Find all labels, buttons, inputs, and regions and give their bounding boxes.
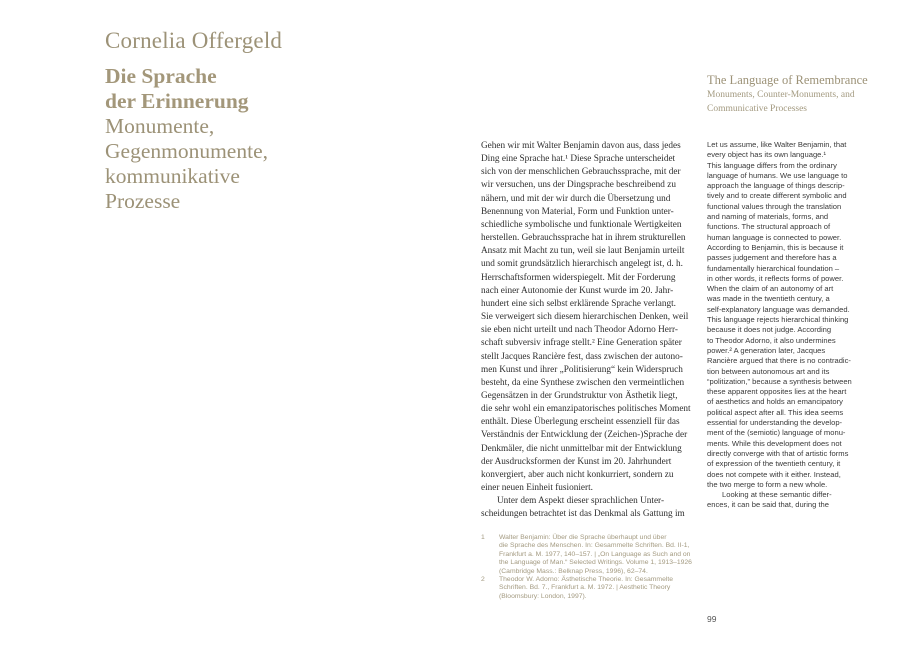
title-en-subtitle: Monuments, Counter-Monuments, and Communicative Processes <box>707 89 855 114</box>
title-en <box>707 74 877 116</box>
subtitle-de-line: kommunikative <box>105 164 240 188</box>
footnote-number: 1 <box>481 534 485 541</box>
title-de-line: Die Sprache <box>105 64 217 88</box>
german-paragraph: Unter dem Aspekt dieser sprachlichen Unter- scheidungen betrachtet ist das Denkmal als Gattung im <box>481 496 685 520</box>
author-name: Cornelia Offergeld <box>105 28 283 53</box>
footnotes <box>481 534 696 601</box>
title-de <box>105 64 405 114</box>
title-block-de <box>105 64 405 214</box>
footnote <box>481 576 696 601</box>
subtitle-de-line: Prozesse <box>105 189 181 213</box>
subtitle-de-line: Gegenmonumente, <box>105 139 268 163</box>
english-paragraph: Looking at these semantic differ- ences, it can be said that, during the <box>707 490 832 510</box>
german-text-column <box>481 140 694 522</box>
footnote <box>481 534 696 576</box>
footnote-number: 2 <box>481 576 485 584</box>
english-paragraph: Let us assume, like Walter Benjamin, that every object has its own language.¹ This language differs from the ordinary language of humans. We use language to approach the language of things descrip- tively and to create different symbolic and functional values through the translation and naming of materials, forms, and functions. The structural approach of human language is connected to power. According to Benjamin, this is because it passes judgement and therefore has a fundamentally hierarchical foundation – in other words, it reflects forms of power. When the claim of an autonomy of art was made in the twentieth century, a self-explanatory language was demanded. This language rejects hierarchical thinking because it does not judge. According to Theodor Adorno, it also undermines power.² A generation later, Jacques Rancière argued that there is no contradic- tion between autonomous art and its “politization,” because a synthesis between these apparent opposites lies at the heart of aesthetics and holds an emancipatory political aspect after all. This idea seems essential for understanding the develop- ment of the (semiotic) language of monu- ments. While this development does not directly converge with that of artistic forms of expression of the twentieth century, it does not compete with it either. Instead, the two merge to form a new whole. <box>707 140 852 489</box>
footnote-text: Theodor W. Adorno: Ästhetische Theorie. In: Gesammelte Schriften. Bd. 7., Frankfurt a. M. 1972. | Aesthetic Theory (Bloomsbury: London, 1997). <box>499 576 674 600</box>
title-de-line: der Erinnerung <box>105 89 249 113</box>
subtitle-de-line: Monumente, <box>105 114 215 138</box>
footnote-text: Walter Benjamin: Über die Sprache überhaupt und über die Sprache des Menschen. In: Gesammelte Schriften. Bd. II-1, Frankfurt a. M. 1977, 140–157. | „On Language as Such and on the Language of Man.“ Selected Writings. Volume 1, 1913–1926 (Cambridge Mass.: Belknap Press, 1996), 62–74. <box>499 534 692 575</box>
title-en-main: The Language of Remembrance <box>707 73 868 87</box>
subtitle-de <box>105 114 405 214</box>
english-text-column <box>707 140 887 511</box>
german-paragraph: Gehen wir mit Walter Benjamin davon aus, dass jedes Ding eine Sprache hat.¹ Diese Sprache unterscheidet sich von der menschlichen Gebrauchssprache, mit der wir versuchen, uns der Dingsprache beschreibend zu nähern, und mit der wir durch die Übersetzung und Benennung von Material, Form und Funktion unter- schiedliche symbolische und funktionale Wertigkeiten herstellen. Gebrauchssprache hat in ihrem strukturellen Ansatz mit Macht zu tun, weil sie laut Benjamin urteilt und somit grundsätzlich hierarchisch angelegt ist, d. h. Herrschaftsformen widerspiegelt. Mit der Forderung nach einer Autonomie der Kunst wurde im 20. Jahr- hundert eine sich selbst erklärende Sprache verlangt. Sie verweigert sich diesem hierarchischen Denken, weil sie eben nicht urteilt und nach Theodor Adorno Herr- schaft subversiv infrage stellt.² Eine Generation später stellt Jacques Rancière fest, dass zwischen der autono- men Kunst und ihrer „Politisierung“ kein Widerspruch besteht, da eine Synthese zwischen den vermeintlichen Gegensätzen in der Grundstruktur von Ästhetik liegt, die sehr wohl ein emanzipatorisches politisches Moment enthält. Diese Überlegung erscheint essenziell für das Verständnis der Entwicklung der (Zeichen-)Sprache der Denkmäler, die nicht unmittelbar mit der Entwicklung der Ausdrucksformen der Kunst im 20. Jahrhundert konvergiert, aber auch nicht konkurriert, sondern zu einer neuen Einheit fusioniert. <box>481 141 691 494</box>
page-number: 99 <box>707 614 717 624</box>
